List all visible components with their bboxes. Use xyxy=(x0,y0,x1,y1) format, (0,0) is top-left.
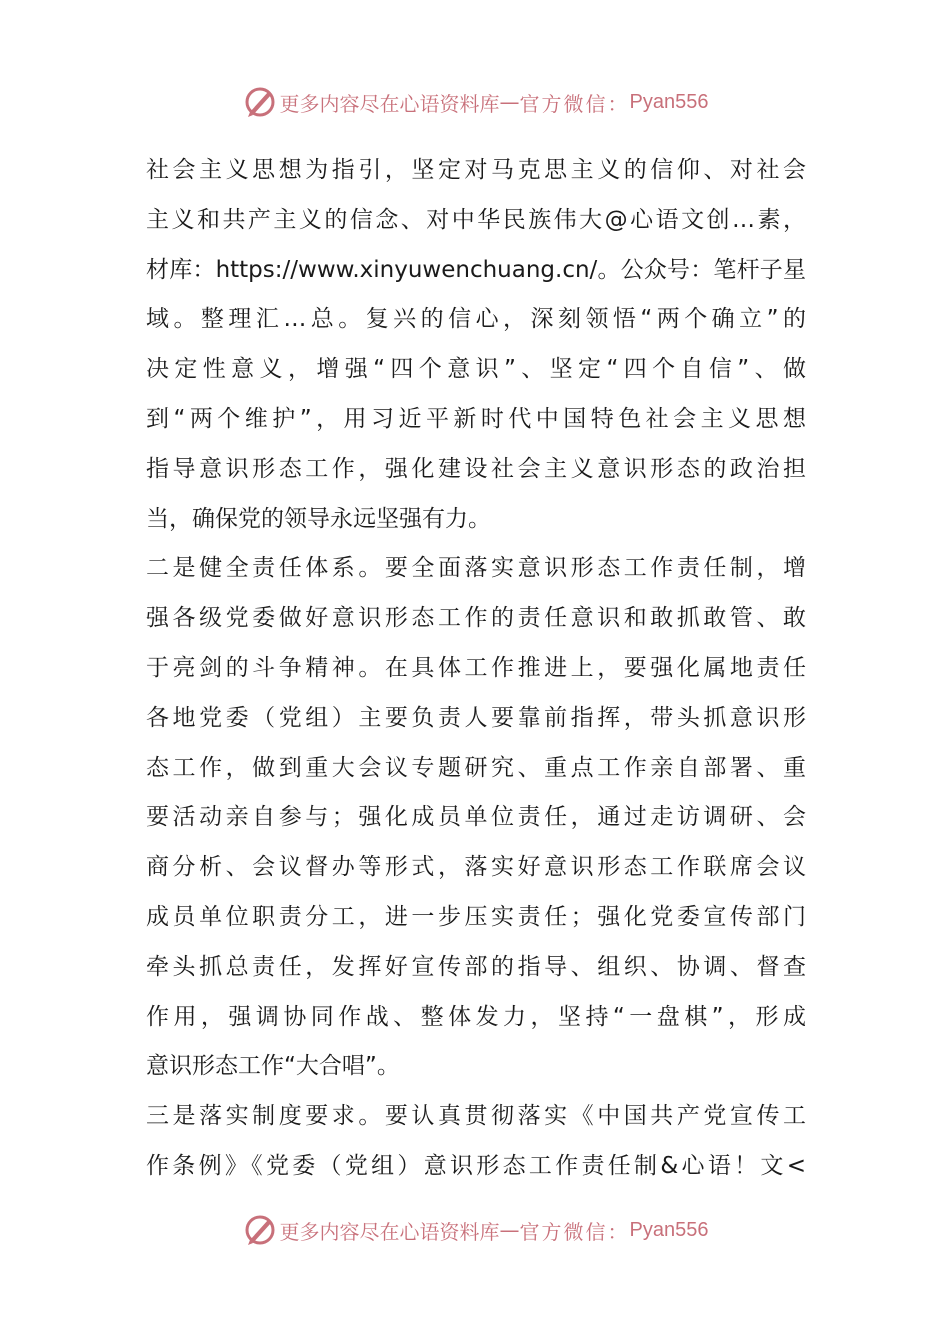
text-line: 到“两个维护”，用习近平新时代中国特色社会主义思想 xyxy=(146,405,806,432)
text-line: 指导意识形态工作，强化建设社会主义意识形态的政治担 xyxy=(146,455,806,482)
banner-wechat-id: Pyan556 xyxy=(629,1218,709,1241)
text-line: 决定性意义，增强“四个意识”、坚定“四个自信”、做 xyxy=(146,356,806,383)
banner-dash: — xyxy=(499,90,520,114)
text-line: 各地党委（党组）主要负责人要靠前指挥，带头抓意识形 xyxy=(146,704,806,731)
text-line: 态工作，做到重大会议专题研究、重点工作亲自部署、重 xyxy=(146,754,806,781)
text-line: 域。整理汇…总。复兴的信心，深刻领悟“两个确立”的 xyxy=(146,306,806,333)
pen-logo-icon xyxy=(242,84,278,120)
text-line: 于亮剑的斗争精神。在具体工作推进上，要强化属地责任 xyxy=(146,654,806,681)
banner-main-text: 更多内容尽在心语资料库 xyxy=(279,91,500,116)
text-line: 作用，强调协同作战、整体发力，坚持“一盘棋”，形成 xyxy=(146,1003,806,1030)
text-line: 二是健全责任体系。要全面落实意识形态工作责任制，增 xyxy=(146,555,806,582)
text-line: 要活动亲自参与；强化成员单位责任，通过走访调研、会 xyxy=(146,804,806,831)
pen-logo-icon xyxy=(242,1212,278,1248)
header-watermark xyxy=(0,82,950,122)
banner-dash: — xyxy=(499,1218,520,1242)
text-line: 三是落实制度要求。要认真贯彻落实《中国共产党宣传工 xyxy=(146,1103,806,1130)
text-line: 成员单位职责分工，进一步压实责任；强化党委宣传部门 xyxy=(146,903,806,930)
text-line: 当，确保党的领导永远坚强有力。 xyxy=(146,505,491,532)
text-line: 作条例》《党委（党组）意识形态工作责任制&心语！文< xyxy=(146,1152,806,1179)
footer-watermark xyxy=(0,1210,950,1250)
text-line: 主义和共产主义的信念、对中华民族伟大@心语文创…素， xyxy=(146,206,806,233)
text-line: 强各级党委做好意识形态工作的责任意识和敢抓敢管、敢 xyxy=(146,605,806,632)
text-line: 商分析、会议督办等形式，落实好意识形态工作联席会议 xyxy=(146,854,806,881)
text-line: 意识形态工作“大合唱”。 xyxy=(146,1053,400,1080)
banner-main-text: 更多内容尽在心语资料库 xyxy=(279,1219,500,1244)
text-line: 牵头抓总责任，发挥好宣传部的指导、组织、协调、督查 xyxy=(146,953,806,980)
banner-wechat-label: 官方微信： xyxy=(519,91,630,116)
banner-wechat-label: 官方微信： xyxy=(519,1219,630,1244)
text-line: 社会主义思想为指引，坚定对马克思主义的信仰、对社会 xyxy=(146,157,806,183)
banner-wechat-id: Pyan556 xyxy=(629,90,709,113)
document-body xyxy=(146,146,806,1192)
text-line: 材库：https://www.xinyuwenchuang.cn/。公众号：笔杆子星 xyxy=(146,256,806,283)
